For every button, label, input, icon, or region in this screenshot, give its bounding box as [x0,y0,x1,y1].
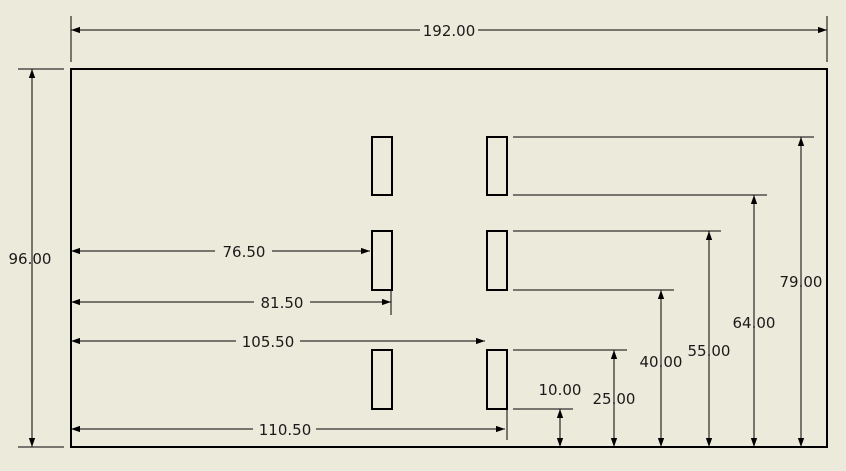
dim-40-00-label: 40.00 [639,353,683,371]
overall-width-label: 192.00 [422,22,476,40]
dim-105-50 [71,333,485,351]
slot-left-bottom [372,350,392,409]
dim-64-00-label: 64.00 [732,314,776,332]
plate-outline [71,69,827,447]
slot-right-bottom [487,350,507,409]
dim-10-00 [513,381,581,447]
dim-55-00 [513,231,730,447]
slot-right-top [487,137,507,195]
overall-height-label: 96.00 [8,250,52,268]
slot-right-middle [487,231,507,290]
dim-55-00-label: 55.00 [687,342,731,360]
dim-40-00 [513,290,682,447]
slot-left-middle [372,231,392,290]
dim-79-00-label: 79.00 [779,273,823,291]
dim-10-00-label: 10.00 [538,381,582,399]
dim-81-50 [71,290,391,315]
slot-left-top [372,137,392,195]
dim-110-50 [71,409,507,440]
dim-25-00-label: 25.00 [592,390,636,408]
overall-height-dimension [9,69,64,447]
overall-width-dimension [71,16,827,62]
dim-76-50-label: 76.50 [222,243,266,261]
dim-105-50-label: 105.50 [241,333,295,351]
dim-76-50 [71,243,370,261]
dim-79-00 [513,137,822,447]
dim-110-50-label: 110.50 [258,421,312,439]
dim-81-50-label: 81.50 [260,294,304,312]
